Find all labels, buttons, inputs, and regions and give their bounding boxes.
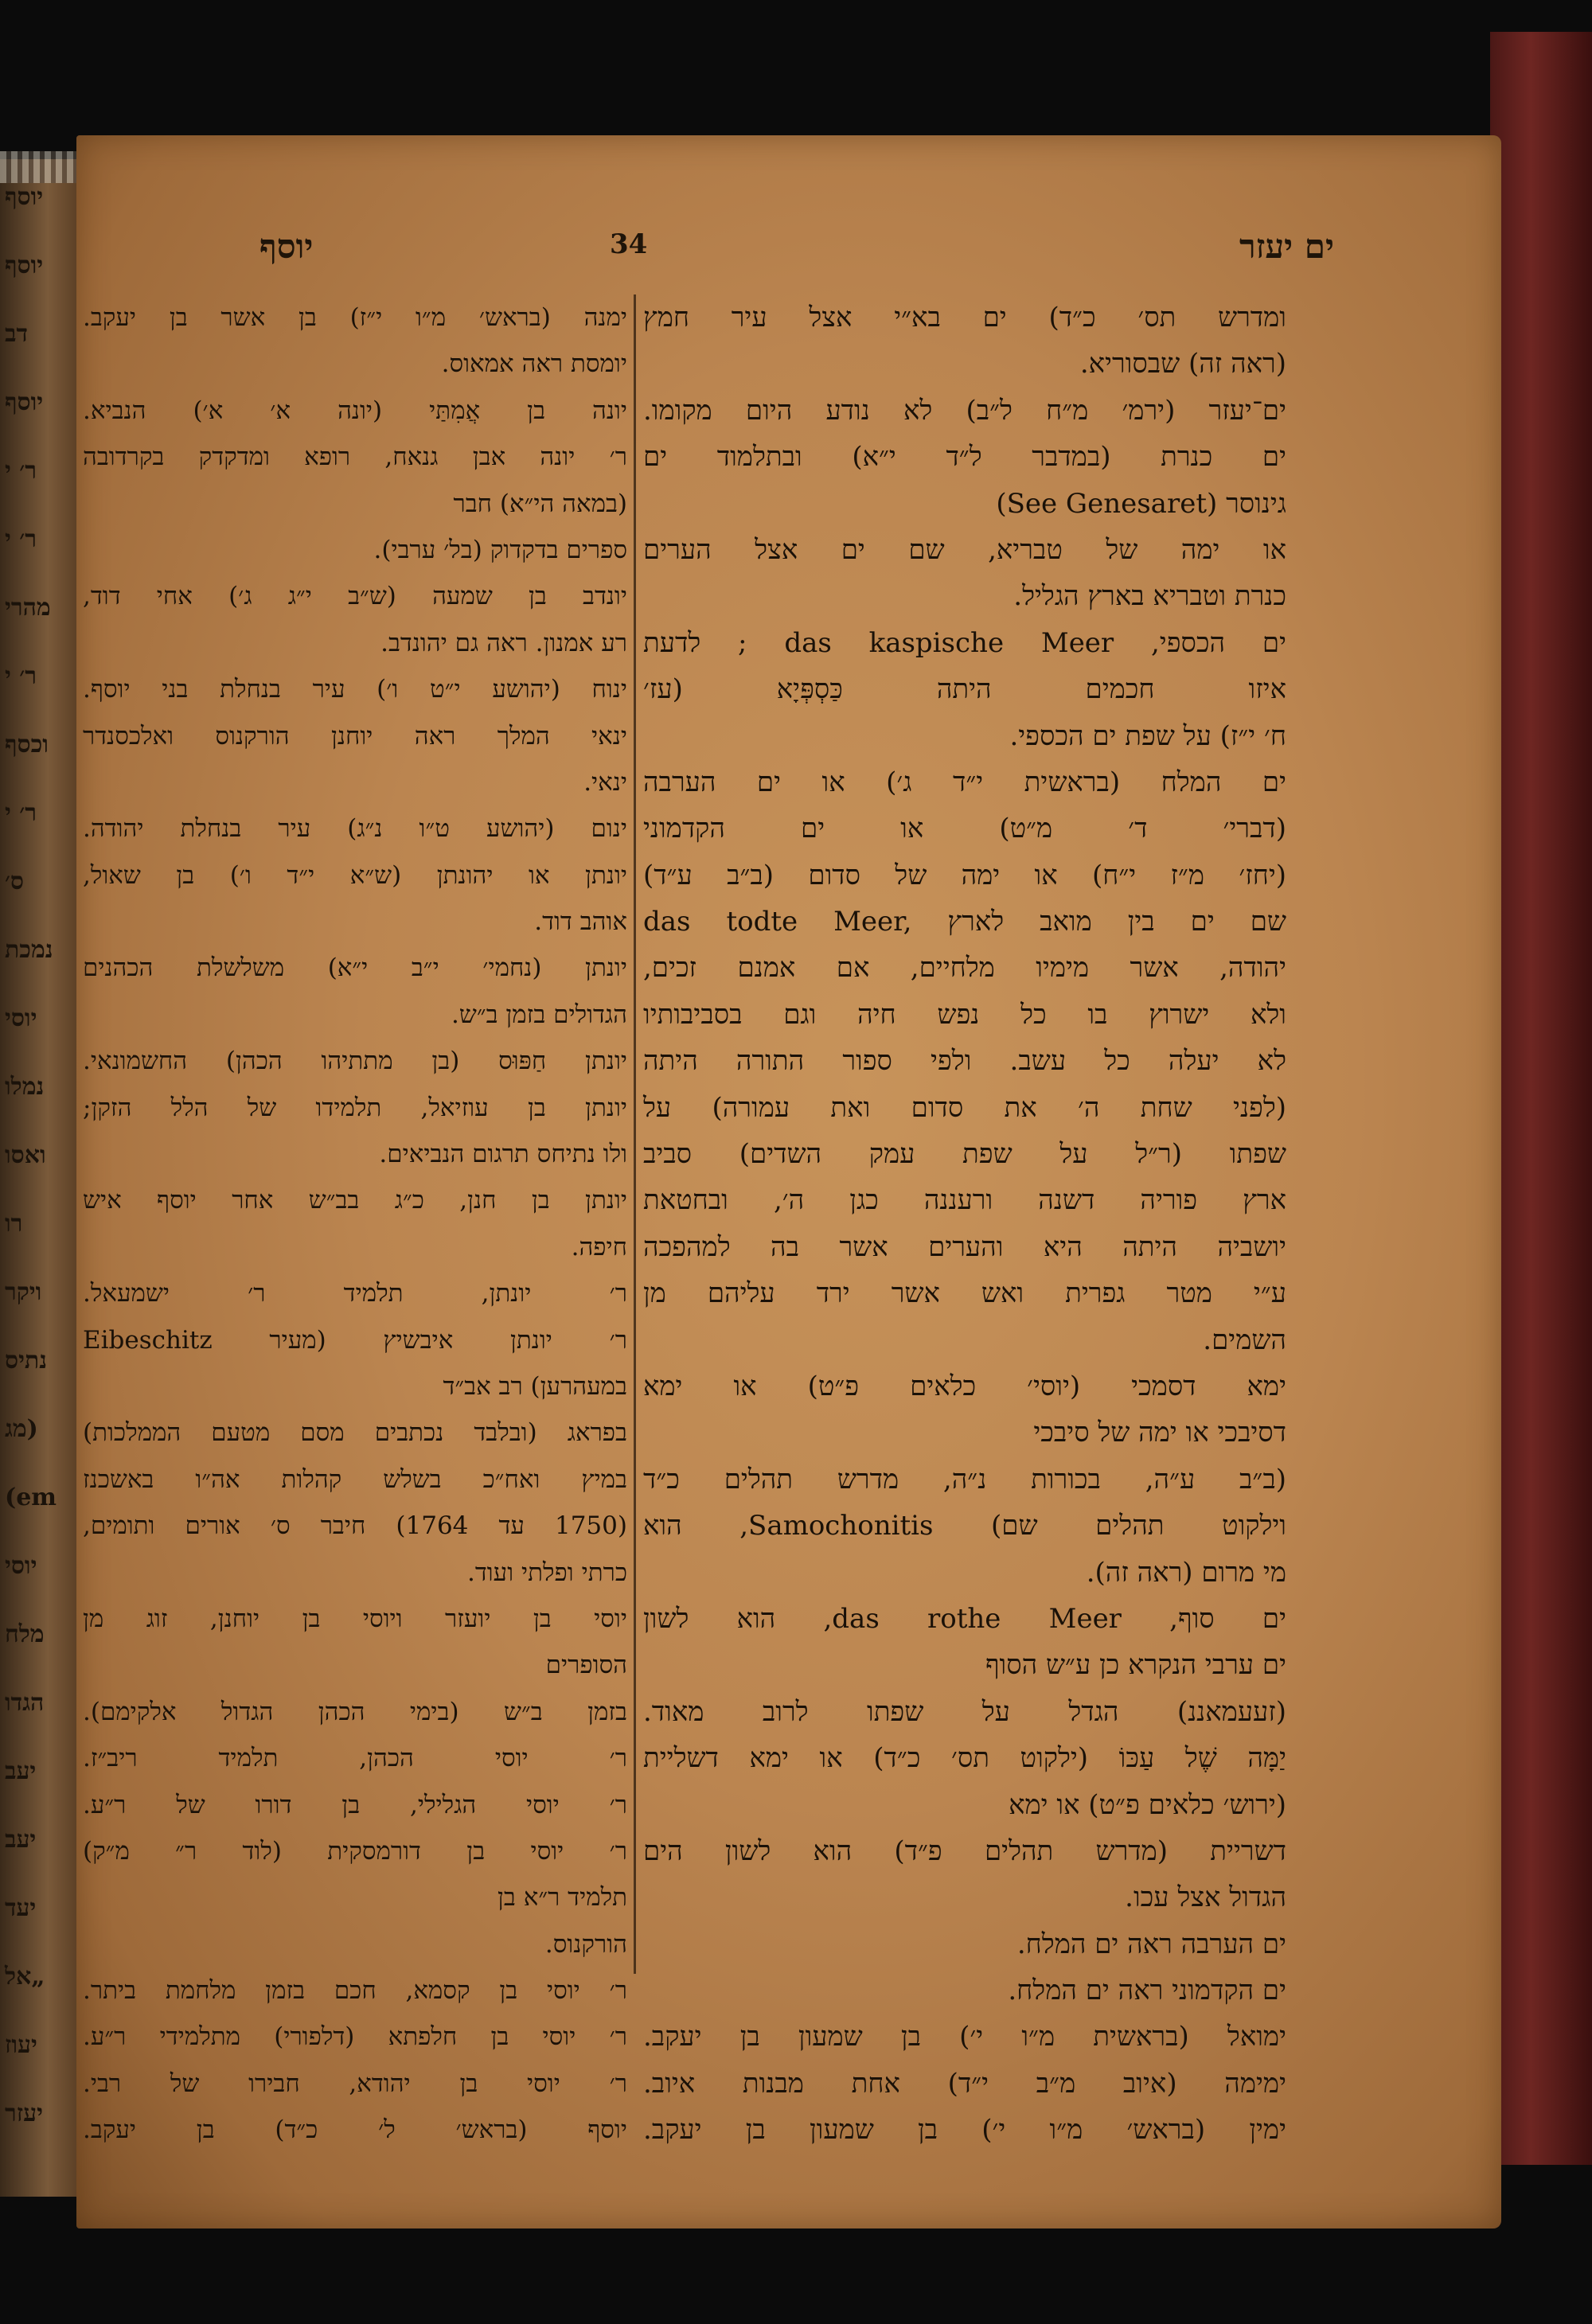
left-column-line: יונתן או יהונתן (ש״א י״ד ו׳) בן שאול,: [83, 860, 627, 890]
edge-fragment: דב: [5, 320, 28, 348]
left-column-line: ינאי.: [583, 767, 627, 797]
left-column-line: ר׳ יונתן, תלמיד ר׳ ישמעאל.: [83, 1279, 627, 1308]
right-column-line: (ראה זה) שבסוריא.: [1079, 348, 1286, 380]
right-column-line: ימא דסמכי (יוסי׳ כלאים פ״ט) או ימא: [643, 1370, 1286, 1402]
edge-fragment: נמלו: [5, 1073, 45, 1101]
edge-fragment: מלח: [5, 1620, 45, 1648]
left-column-line: יונה בן אֲמִתַּי (יונה א׳ א׳) הנביא.: [83, 396, 627, 425]
left-column-line: (1750 עד 1764) חיבר ס׳ אורים ותומים,: [83, 1511, 627, 1541]
right-column-line: מי מרום (ראה זה).: [1086, 1556, 1286, 1589]
edge-fragment: em): [5, 1484, 57, 1511]
edge-fragment: נמכת: [5, 936, 53, 964]
edge-fragment: ר׳ י: [5, 662, 37, 690]
right-column-line: יַמָּה שֶׁל עַכּוֹ (ילקוט תס׳ כ״ד) או ימא דשליית: [643, 1742, 1286, 1775]
adjacent-page-edge: [0, 159, 80, 2197]
left-column-line: הגדולים בזמן ב״ש.: [451, 1000, 627, 1029]
running-head: [76, 227, 1501, 275]
right-column-line: ים סוף, das rothe Meer, הוא לשון: [643, 1602, 1286, 1635]
edge-fragment: ר׳ י: [5, 799, 37, 827]
edge-fragment: ואסו: [5, 1141, 46, 1169]
right-column-line: ימימה (איוב מ״ב י״ד) אחת מבנות איוב.: [643, 2067, 1286, 2100]
edge-fragment: נתיס: [5, 1347, 47, 1375]
edge-fragment: יעב: [5, 1826, 37, 1854]
right-column-line: ח׳ י״ז) על שפת ים הכספי.: [1009, 719, 1286, 752]
left-column-line: בפראג (ובלבד נכתבים מסם מטעם הממלכות): [83, 1418, 627, 1448]
left-column-line: ספרים בדקדוק (בל׳ ערבי).: [373, 535, 627, 564]
edge-fragment: (מג: [5, 1415, 38, 1443]
running-head-right: ים יעזר: [1239, 227, 1334, 266]
left-column-line: תלמיד ר״א בן: [498, 1883, 627, 1913]
edge-fragment: מהרי: [5, 594, 51, 622]
book-spine: [1490, 32, 1592, 2165]
right-column-line: (ב״ב ע״ה, בכורות נ״ה, מדרש תהלים כ״ד: [643, 1463, 1286, 1495]
edge-fragment: יעב: [5, 1757, 37, 1785]
left-column-line: יונתן (נחמי׳ י״ב י״א) משלשלת הכהנים: [83, 953, 627, 983]
left-column-line: הסופרים: [545, 1651, 627, 1680]
right-column-line: ים הקדמוני ראה ים המלח.: [1008, 1975, 1286, 2007]
right-column-line: יהודה, אשר מימיו מלחיים, אם אמנם זכים,: [643, 952, 1286, 985]
left-column-line: ר׳ יוסי הכהן, תלמיד ריב״ז.: [83, 1744, 627, 1773]
right-column-line: כנרת וטבריא בארץ הגליל.: [1013, 580, 1286, 613]
right-column-line: דשריית (מדרש תהלים פ״ד) הוא לשון הים: [643, 1835, 1286, 1867]
left-column-line: יונתן חַפּוּס (בן מתתיהו הכהן) החשמונאי.: [83, 1047, 627, 1076]
column-divider: [634, 294, 636, 1974]
right-column-line: das todte Meer, שם ים בין מואב לארץ: [643, 906, 1287, 938]
right-column-line: לא יעלה כל עשב. ולפי ספור התורה היתה: [643, 1045, 1286, 1078]
right-column-line: (לפני שחת ה׳ את סדום ואת עמורה) על: [643, 1091, 1286, 1124]
left-column-line: ינום (יהושע ט״ו נ״ג) עיר בנחלת יהודה.: [83, 814, 627, 844]
right-column-line: ים הכספי, das kaspische Meer ; לדעת: [643, 626, 1286, 659]
right-column-line: יושביה היתה היא והערים אשר בה למהפכה: [643, 1230, 1286, 1263]
left-column-line: ר׳ יוסי בן יהודא, חבירו של רבי.: [83, 2069, 627, 2098]
right-column-line: (יחז׳ מ״ז י״ח) או ימה של סדום (ב״ב ע״ד): [643, 859, 1286, 891]
running-head-left: יוסף: [259, 227, 314, 266]
right-column-line: שפתו (ר״ל על שפת עמק השדים) סביב: [643, 1138, 1286, 1171]
left-column-line: במעהרען) רב אב״ד: [443, 1371, 627, 1401]
left-column-line: במיץ ואח״כ בשלש קהלות אה״ו באשכנז: [83, 1464, 627, 1494]
right-column-line: ים ערבי הנקרא כן ע״ש הסוף: [985, 1649, 1286, 1682]
left-column-line: ר׳ יונתן איבשיץ (מעיר Eibeschitz: [83, 1325, 627, 1355]
left-column-line: ר׳ יוסי הגלילי, בן דורו של ר״ע.: [83, 1790, 627, 1819]
right-column-line: וילקוט תהלים שם) Samochonitis, הוא: [643, 1510, 1286, 1542]
left-column-line: כרתי ופלתי ועוד.: [466, 1558, 627, 1587]
edge-fragment: הגדו: [5, 1689, 45, 1717]
left-column-line: ולו נתיחס תרגום הנביאים.: [379, 1140, 627, 1169]
edge-fragment: יוסף: [5, 183, 44, 211]
right-column-line: הגדול אצל עכו.: [1125, 1881, 1286, 1914]
right-column-line: ימין (בראש׳ מ״ו י׳) בן שמעון בן יעקב.: [643, 2114, 1286, 2147]
edge-fragment: וכסף: [5, 731, 49, 758]
left-column-line: יונתן בן חנן, כ״ג בב״ש אחר יוסף איש: [83, 1186, 627, 1215]
left-column-line: ינוח (יהושע י״ט ו׳) עיר בנחלת בני יוסף.: [83, 675, 627, 704]
left-column-line: רע אמנון. ראה גם יהונדב.: [380, 628, 627, 657]
left-column-line: ר׳ יוסי בן חלפתא (דלפורי) מתלמידי ר״ע.: [83, 2022, 627, 2052]
left-column-line: יונתן בן עוזיאל, תלמידו של הלל הזקן;: [83, 1093, 627, 1122]
left-column: [83, 294, 627, 2145]
right-column-line: ים־יעזר (ירמ׳ מ״ח ל״ב) לא נודע היום מקומו.: [643, 394, 1286, 427]
right-column-line: השמים.: [1203, 1324, 1286, 1356]
right-column-line: ע״י מטר גפרית ואש אשר ירד עליהם מן: [643, 1277, 1286, 1310]
edge-fragment: יוסף: [5, 388, 44, 416]
edge-fragment: יעזר: [5, 2100, 43, 2127]
left-column-line: יוסף (בראש׳ ל׳ כ״ד) בן יעקב.: [83, 2115, 627, 2145]
left-column-line: ר׳ יוסי בן דורמסקית (לוד ר״ מ״ק): [83, 1836, 627, 1866]
edge-fragment: יוסף: [5, 252, 44, 279]
edge-fragment: יעוז: [5, 2031, 37, 2059]
left-column-line: יונדב בן שמעה (ש״ב י״ג ג׳) אחי דוד,: [83, 582, 627, 611]
right-column: [643, 294, 1287, 2147]
right-column-line: (דברי׳ ד׳ מ״ט) או ים הקדמוני: [643, 813, 1286, 845]
left-column-line: אוהב דוד.: [534, 907, 627, 937]
edge-fragment: רו: [5, 1210, 23, 1238]
edge-fragment: ויקר: [5, 1278, 42, 1306]
left-column-line: יומסת ראה אמאוס.: [441, 349, 627, 379]
left-column-line: ר׳ יוסי בן קסמא, חכם בזמן מלחמת ביתר.: [83, 1976, 627, 2006]
edge-fragment: יעד: [5, 1894, 37, 1922]
right-column-line: ים הערבה ראה ים המלח.: [1016, 1928, 1286, 1960]
right-column-line: ים כנרת (במדבר ל״ד י״א) ובתלמוד ים: [643, 441, 1286, 474]
right-column-line: ים המלח (בראשית י״ד ג׳) או ים הערבה: [643, 766, 1286, 798]
right-column-line: (זעעמאננ) הגדל על שפתו לרוב מאוד.: [643, 1695, 1286, 1728]
right-column-line: (ירוש׳ כלאים פ״ט) או ימא: [1009, 1788, 1286, 1821]
right-column-line: ומדרש תס׳ כ״ד) ים בא״י אצל עיר חמץ: [643, 302, 1286, 333]
edge-fragment: „אל: [5, 1963, 45, 1991]
edge-fragment: יוסי: [5, 1552, 37, 1580]
right-column-line: ולא ישרוץ בו כל נפש חיה וגם בסביבותיו: [643, 998, 1286, 1031]
left-column-line: ינאי המלך ראה יוחנן הורקנוס ואלכסנדר: [83, 721, 627, 751]
right-column-line: איזו חכמים היתה כַּסְפְּיָא (עז׳: [643, 673, 1286, 706]
edge-fragment: ס׳: [5, 868, 24, 895]
left-column-line: ר׳ יונה אבן גנאח, רופא ומדקדק בקרדובה: [83, 443, 627, 472]
left-column-line: (במאה הי״א) חבר: [453, 489, 627, 518]
left-column-line: ימנה (בראש׳ מ״ו י״ז) בן אשר בן יעקב.: [83, 303, 627, 332]
right-column-line: דסיבכי או ימה של סיבכי: [1033, 1417, 1286, 1449]
right-column-line: (See Genesaret) גינוסר: [996, 487, 1286, 520]
left-column-line: הורקנוס.: [544, 1929, 627, 1959]
left-column-line: בזמן ב״ש (בימי הכהן הגדול אלקימם).: [83, 1697, 627, 1726]
right-column-line: ארץ פוריה דשנה ורעננה כגן ה׳, ובחטאת: [643, 1184, 1286, 1217]
left-column-line: יוסי בן יועזר ויוסי בן יוחנן, זוג מן: [83, 1604, 627, 1633]
left-column-line: חיפה.: [571, 1232, 627, 1261]
edge-fragment: יוסי: [5, 1004, 37, 1032]
right-column-line: ימואל (בראשית מ״ו י׳) בן שמעון בן יעקב.: [643, 2021, 1286, 2053]
page-number: 34: [610, 228, 648, 260]
edge-fragment: ר׳ י: [5, 457, 37, 485]
book-page: [76, 135, 1501, 2228]
edge-fragment: ר׳ י: [5, 525, 37, 553]
right-column-line: או ימה של טבריא, שם ים אצל הערים: [643, 533, 1286, 566]
